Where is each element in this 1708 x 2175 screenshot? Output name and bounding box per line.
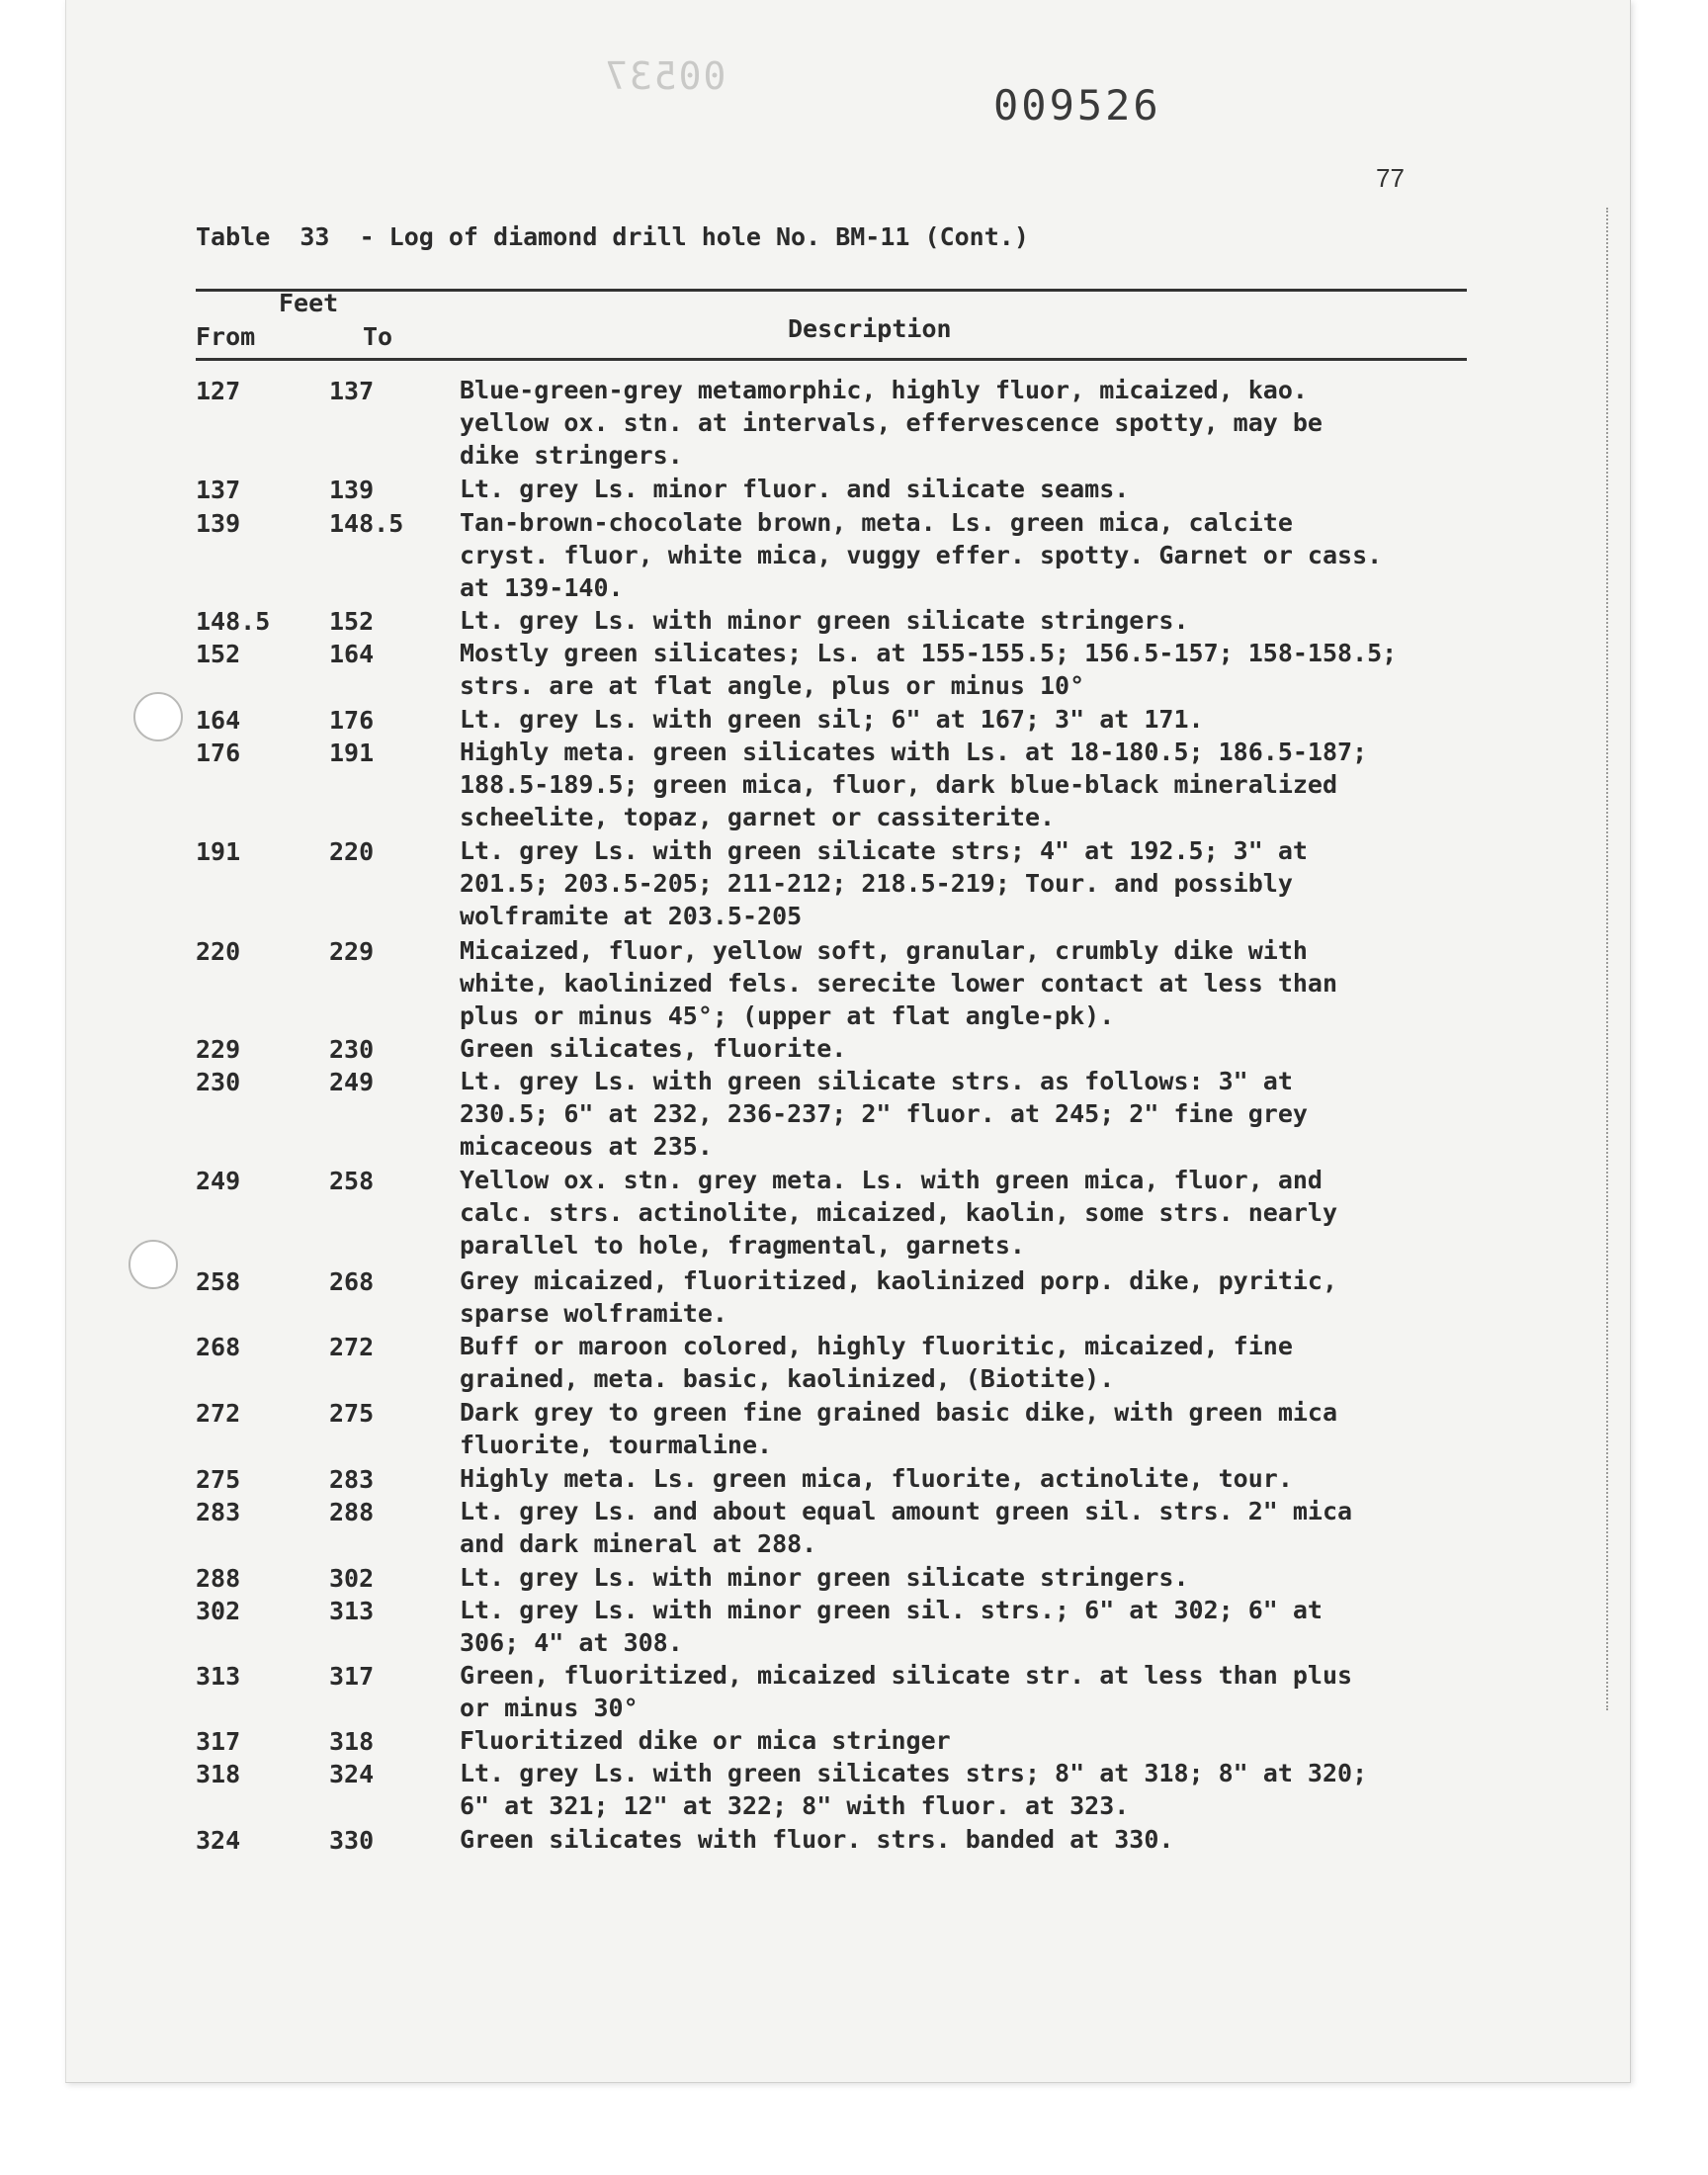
from-depth: 229 [196, 1035, 241, 1064]
to-depth: 275 [329, 1399, 375, 1428]
description-line: calc. strs. actinolite, micaized, kaolin, some strs. nearly [460, 1198, 1338, 1227]
from-depth: 249 [196, 1167, 241, 1195]
to-depth: 258 [329, 1167, 375, 1195]
from-depth: 283 [196, 1498, 241, 1526]
description-line: or minus 30° [460, 1694, 639, 1722]
description-line: Highly meta. green silicates with Ls. at 18-180.5; 186.5-187; [460, 738, 1368, 766]
description-line: Blue-green-grey metamorphic, highly fluor, micaized, kao. [460, 376, 1308, 404]
from-depth: 152 [196, 640, 241, 668]
description-line: yellow ox. stn. at intervals, effervescence spotty, may be [460, 408, 1323, 437]
description-line: Green silicates, fluorite. [460, 1034, 847, 1063]
from-depth: 275 [196, 1465, 241, 1494]
from-depth: 268 [196, 1333, 241, 1361]
from-depth: 137 [196, 476, 241, 504]
description-line: strs. are at flat angle, plus or minus 10° [460, 671, 1085, 700]
description-line: plus or minus 45°; (upper at flat angle-pk). [460, 1001, 1115, 1030]
header-to: To [363, 322, 393, 351]
from-depth: 148.5 [196, 607, 271, 636]
to-depth: 317 [329, 1662, 375, 1691]
to-depth: 324 [329, 1760, 375, 1788]
description-line: grained, meta. basic, kaolinized, (Biotite). [460, 1364, 1115, 1393]
from-depth: 139 [196, 509, 241, 538]
page-number: 77 [1376, 163, 1405, 193]
description-line: Lt. grey Ls. minor fluor. and silicate seams. [460, 475, 1130, 503]
to-depth: 268 [329, 1267, 375, 1296]
description-line: wolframite at 203.5-205 [460, 902, 803, 930]
to-depth: 283 [329, 1465, 375, 1494]
to-depth: 152 [329, 607, 375, 636]
to-depth: 313 [329, 1597, 375, 1625]
description-line: 188.5-189.5; green mica, fluor, dark blue-black mineralized [460, 770, 1338, 799]
description-line: 201.5; 203.5-205; 211-212; 218.5-219; Tour. and possibly [460, 869, 1293, 898]
description-line: scheelite, topaz, garnet or cassiterite. [460, 803, 1056, 831]
to-depth: 229 [329, 937, 375, 966]
to-depth: 318 [329, 1727, 375, 1756]
description-line: Micaized, fluor, yellow soft, granular, crumbly dike with [460, 936, 1308, 965]
description-line: Green silicates with fluor. strs. banded at 330. [460, 1825, 1174, 1854]
from-depth: 302 [196, 1597, 241, 1625]
to-depth: 330 [329, 1826, 375, 1855]
to-depth: 249 [329, 1068, 375, 1096]
from-depth: 191 [196, 837, 241, 866]
from-depth: 324 [196, 1826, 241, 1855]
header-description: Description [788, 314, 952, 343]
description-line: 230.5; 6" at 232, 236-237; 2" fluor. at 245; 2" fine grey [460, 1099, 1308, 1128]
from-depth: 164 [196, 706, 241, 735]
description-line: Lt. grey Ls. with green silicate strs. as follows: 3" at [460, 1067, 1293, 1095]
header-feet: Feet [279, 289, 339, 317]
description-line: 6" at 321; 12" at 322; 8" with fluor. at 323. [460, 1791, 1130, 1820]
description-line: dike stringers. [460, 441, 683, 470]
to-depth: 302 [329, 1564, 375, 1593]
description-line: fluorite, tourmaline. [460, 1431, 773, 1459]
description-line: parallel to hole, fragmental, garnets. [460, 1231, 1025, 1260]
description-line: Lt. grey Ls. with minor green silicate stringers. [460, 606, 1189, 635]
from-depth: 318 [196, 1760, 241, 1788]
to-depth: 272 [329, 1333, 375, 1361]
from-depth: 220 [196, 937, 241, 966]
description-line: Fluoritized dike or mica stringer [460, 1726, 951, 1755]
description-line: Lt. grey Ls. and about equal amount green sil. strs. 2" mica [460, 1497, 1353, 1525]
to-depth: 148.5 [329, 509, 404, 538]
description-line: Lt. grey Ls. with green silicate strs; 4" at 192.5; 3" at [460, 836, 1308, 865]
description-line: Grey micaized, fluoritized, kaolinized porp. dike, pyritic, [460, 1266, 1338, 1295]
to-depth: 176 [329, 706, 375, 735]
to-depth: 139 [329, 476, 375, 504]
description-line: cryst. fluor, white mica, vuggy effer. spotty. Garnet or cass. [460, 541, 1383, 569]
faint-stamp-number: 00537 [603, 54, 726, 98]
description-line: Lt. grey Ls. with green sil; 6" at 167; 3" at 171. [460, 705, 1204, 734]
description-line: Lt. grey Ls. with green silicates strs; 8" at 318; 8" at 320; [460, 1759, 1368, 1787]
description-line: Mostly green silicates; Ls. at 155-155.5; 156.5-157; 158-158.5; [460, 639, 1398, 667]
description-line: and dark mineral at 288. [460, 1529, 817, 1558]
description-line: white, kaolinized fels. serecite lower contact at less than [460, 969, 1338, 998]
from-depth: 313 [196, 1662, 241, 1691]
from-depth: 127 [196, 377, 241, 405]
description-line: sparse wolframite. [460, 1299, 727, 1328]
to-depth: 220 [329, 837, 375, 866]
from-depth: 258 [196, 1267, 241, 1296]
description-line: Highly meta. Ls. green mica, fluorite, actinolite, tour. [460, 1464, 1293, 1493]
to-depth: 191 [329, 739, 375, 767]
from-depth: 230 [196, 1068, 241, 1096]
description-line: Tan-brown-chocolate brown, meta. Ls. green mica, calcite [460, 508, 1293, 537]
stamp-number: 009526 [993, 81, 1161, 130]
description-line: Buff or maroon colored, highly fluoritic, micaized, fine [460, 1332, 1293, 1360]
to-depth: 164 [329, 640, 375, 668]
from-depth: 176 [196, 739, 241, 767]
to-depth: 230 [329, 1035, 375, 1064]
description-line: Yellow ox. stn. grey meta. Ls. with green mica, fluor, and [460, 1166, 1323, 1194]
description-line: Dark grey to green fine grained basic dike, with green mica [460, 1398, 1338, 1427]
description-line: 306; 4" at 308. [460, 1628, 683, 1657]
to-depth: 288 [329, 1498, 375, 1526]
description-line: micaceous at 235. [460, 1132, 713, 1161]
description-line: Lt. grey Ls. with minor green sil. strs.; 6" at 302; 6" at [460, 1596, 1323, 1624]
from-depth: 317 [196, 1727, 241, 1756]
table-title: Table 33 - Log of diamond drill hole No. BM-11 (Cont.) [196, 222, 1029, 251]
from-depth: 272 [196, 1399, 241, 1428]
description-line: at 139-140. [460, 573, 624, 602]
to-depth: 137 [329, 377, 375, 405]
header-from: From [196, 322, 256, 351]
from-depth: 288 [196, 1564, 241, 1593]
description-line: Green, fluoritized, micaized silicate str. at less than plus [460, 1661, 1353, 1690]
description-line: Lt. grey Ls. with minor green silicate stringers. [460, 1563, 1189, 1592]
